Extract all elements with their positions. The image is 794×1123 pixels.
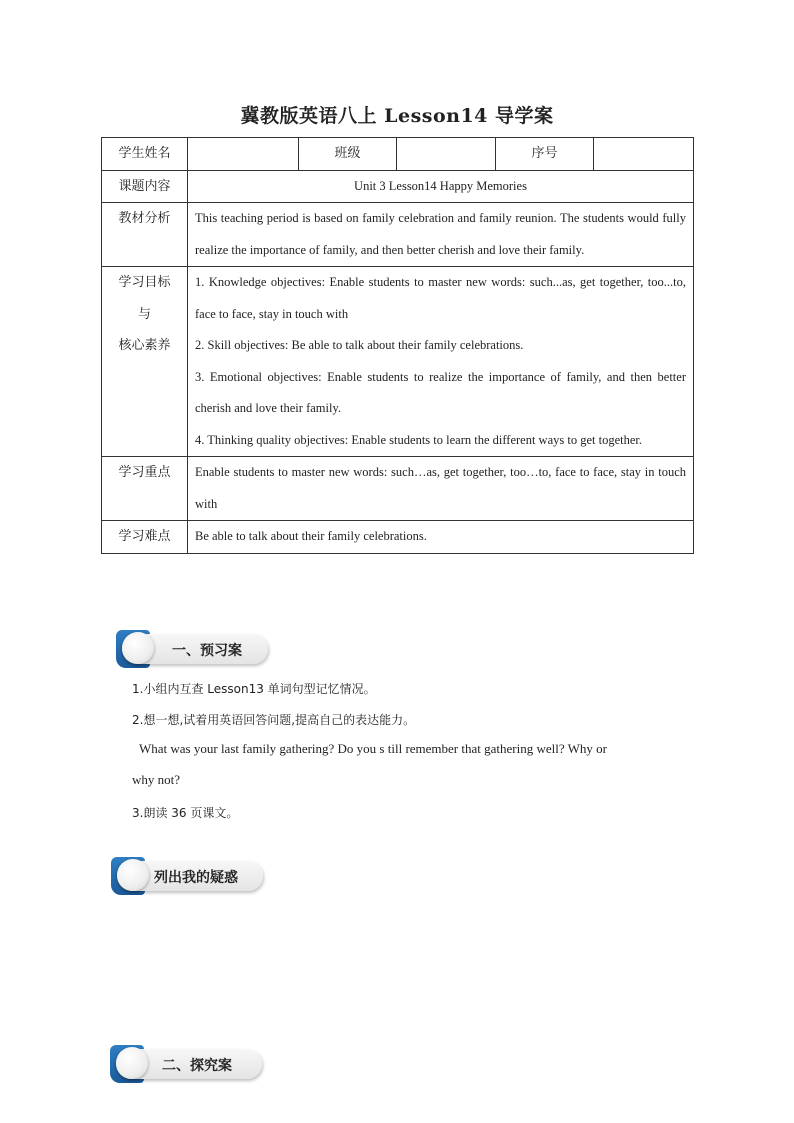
table-row bbox=[102, 521, 694, 554]
goal-item: 4. Thinking quality objectives: Enable students to learn the different ways to get together. bbox=[195, 432, 643, 447]
topic-label: 课题内容 bbox=[102, 170, 188, 203]
student-name-label: 学生姓名 bbox=[102, 138, 188, 171]
section-heading-preview bbox=[116, 630, 268, 670]
goals-label-line1: 学习目标 bbox=[118, 275, 171, 290]
preview-question-line1: What was your last family gathering? Do you s till remember that gathering well? Why or bbox=[139, 741, 607, 756]
heading-circle-icon bbox=[116, 1047, 148, 1079]
table-row bbox=[102, 203, 694, 267]
goal-item: 3. Emotional objectives: Enable students to realize the importance of family, and then better cherish and love their family. bbox=[195, 369, 686, 415]
analysis-label: 教材分析 bbox=[102, 203, 188, 267]
goal-item: 2. Skill objectives: Be able to talk about their family celebrations. bbox=[195, 338, 524, 352]
preview-item-3: 3.朗读 36 页课文。 bbox=[132, 806, 239, 820]
table-row bbox=[102, 138, 694, 171]
table-row bbox=[102, 457, 694, 521]
goals-cell bbox=[188, 267, 694, 457]
seat-field[interactable] bbox=[594, 138, 694, 171]
class-label: 班级 bbox=[299, 138, 397, 171]
goals-label-line3: 核心素养 bbox=[118, 338, 171, 353]
difficulty-text: Be able to talk about their family celebrations. bbox=[188, 521, 694, 554]
heading-circle-icon bbox=[122, 632, 154, 664]
preview-item-2: 2.想一想,试着用英语回答问题,提高自己的表达能力。 bbox=[132, 713, 416, 727]
goal-item: 1. Knowledge objectives: Enable students to master new words: such...as, get together, too...to, face to face, stay in touch with bbox=[195, 275, 686, 321]
preview-item-1: 1.小组内互查 Lesson13 单词句型记忆情况。 bbox=[132, 682, 376, 696]
section-heading-label: 一、预习案 bbox=[172, 643, 242, 659]
key-text: Enable students to master new words: such…as, get together, too…to, face to face, stay in touch with bbox=[188, 457, 694, 521]
goals-label bbox=[102, 267, 188, 457]
class-field[interactable] bbox=[397, 138, 496, 171]
seat-label: 序号 bbox=[496, 138, 594, 171]
topic-value: Unit 3 Lesson14 Happy Memories bbox=[188, 170, 694, 203]
lesson-plan-table bbox=[101, 137, 694, 554]
section-heading-label: 列出我的疑惑 bbox=[154, 870, 238, 886]
section-heading-explore bbox=[110, 1045, 262, 1085]
difficulty-label: 学习难点 bbox=[102, 521, 188, 554]
preview-question-line2: why not? bbox=[132, 772, 181, 787]
table-row bbox=[102, 170, 694, 203]
section-heading-questions bbox=[111, 857, 263, 897]
page-title: 冀教版英语八上 Lesson14 导学案 bbox=[240, 105, 554, 127]
section-heading-label: 二、探究案 bbox=[162, 1058, 232, 1074]
goals-label-line2: 与 bbox=[137, 306, 151, 322]
analysis-text: This teaching period is based on family celebration and family reunion. The students would fully realize the importance of family, and then better cherish and love their family. bbox=[188, 203, 694, 267]
key-label: 学习重点 bbox=[102, 457, 188, 521]
student-name-field[interactable] bbox=[188, 138, 299, 171]
heading-circle-icon bbox=[117, 859, 149, 891]
table-row bbox=[102, 267, 694, 457]
